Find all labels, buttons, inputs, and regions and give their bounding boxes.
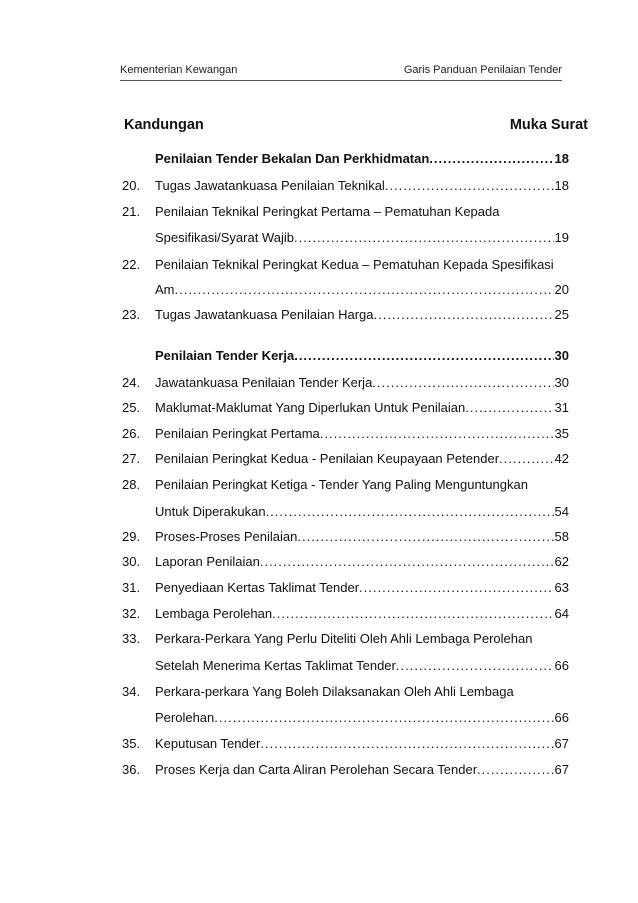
toc-entry-body [155,757,569,783]
toc-entry-body [155,370,569,396]
toc-entry [0,146,638,172]
toc-entry [0,679,638,705]
toc-page-number: 19 [554,230,569,245]
toc-entry [0,252,638,278]
dot-leader [385,173,554,199]
toc-entry-title: Penyediaan Kertas Taklimat Tender [155,580,360,595]
toc-entry-body [155,626,569,652]
page-number-heading: Muka Surat [509,117,588,133]
dot-leader [499,446,554,472]
toc-entry-number: 27. [122,451,141,466]
header-ministry: Kementerian Kewangan [120,64,238,76]
toc-page-number: 58 [554,529,569,544]
toc-entry-title: Proses Kerja dan Carta Aliran Perolehan Secara Tender [155,762,478,777]
toc-entry-number: 21. [122,204,141,219]
toc-page-number: 20 [554,282,569,297]
toc-entry-title: Penilaian Tender Kerja [155,348,295,363]
dot-leader [260,731,553,757]
toc-entry [0,653,638,679]
toc-entry-body [155,549,569,575]
toc-entry-title: Penilaian Peringkat Kedua - Penilaian Keupayaan Petender [155,451,500,466]
toc-entry-title: Laporan Penilaian [155,554,260,569]
toc-page-number: 25 [554,307,569,322]
toc-entry [0,277,638,303]
toc-entry-number: 29. [122,529,141,544]
dot-leader [396,653,554,679]
toc-entry-body [155,173,569,199]
toc-entry-title: Penilaian Peringkat Ketiga - Tender Yang Paling Menguntungkan [155,477,528,492]
toc-entry-title: Penilaian Teknikal Peringkat Kedua – Pematuhan Kepada Spesifikasi [155,257,554,272]
toc-entry [0,757,638,783]
toc-entry [0,524,638,550]
dot-leader [465,395,553,421]
toc-entry [0,601,638,627]
toc-entry-title: Perolehan [155,710,215,725]
toc-page-number: 42 [554,451,569,466]
toc-entry [0,549,638,575]
dot-leader [260,549,554,575]
toc-page-number: 67 [554,736,569,751]
toc-entry-title: Untuk Diperakukan [155,504,266,519]
toc-entry-number: 35. [122,736,141,751]
dot-leader [175,277,554,303]
toc-entry-number: 25. [122,400,141,415]
toc-entry-title: Perkara-Perkara Yang Perlu Diteliti Oleh Ahli Lembaga Perolehan [155,631,533,646]
toc-entry-title: Setelah Menerima Kertas Taklimat Tender [155,658,396,673]
dot-leader [320,421,554,447]
toc-entry-body [155,472,569,498]
toc-entry-number: 23. [122,307,141,322]
dot-leader [477,757,553,783]
toc-entry [0,225,638,251]
toc-entry-body [155,421,569,447]
dot-leader [272,601,553,627]
toc-entry-body [155,446,569,472]
toc-page-number: 54 [554,504,569,519]
toc-entry-body [155,302,569,328]
toc-entry-number: 26. [122,426,141,441]
toc-entry-number: 22. [122,257,141,272]
toc-entry [0,199,638,225]
dot-leader [294,225,554,251]
toc-page-number: 35 [554,426,569,441]
toc-entry-title: Tugas Jawatankuasa Penilaian Teknikal [155,178,385,193]
header-divider [120,80,562,81]
toc-entry-title: Penilaian Tender Bekalan Dan Perkhidmatan [155,151,430,166]
toc-entry-title: Tugas Jawatankuasa Penilaian Harga [155,307,374,322]
toc-entry-body [155,653,569,679]
toc-section-heading [155,146,569,172]
toc-entry-body [155,395,569,421]
toc-page-number: 66 [554,710,569,725]
toc-entry [0,472,638,498]
toc-entry-body [155,225,569,251]
toc-entry-title: Am [155,282,175,297]
toc-entry-number: 32. [122,606,141,621]
toc-entry [0,575,638,601]
toc-entry-body [155,499,569,525]
toc-entry [0,421,638,447]
toc-entry [0,446,638,472]
toc-page-number: 18 [554,178,569,193]
toc-entry-number: 36. [122,762,141,777]
toc-page-number: 63 [554,580,569,595]
dot-leader [266,499,554,525]
dot-leader [359,575,553,601]
toc-entry [0,705,638,731]
toc-entry-number: 24. [122,375,141,390]
toc-entry-title: Perkara-perkara Yang Boleh Dilaksanakan Oleh Ahli Lembaga [155,684,514,699]
toc-entry-body [155,705,569,731]
header-document-title: Garis Panduan Penilaian Tender [403,64,562,76]
toc-entry-number: 28. [122,477,141,492]
toc-page-number: 30 [554,348,569,363]
toc-page-number: 31 [554,400,569,415]
toc-page-number: 67 [554,762,569,777]
toc-entry-title: Lembaga Perolehan [155,606,273,621]
toc-page-number: 62 [554,554,569,569]
toc-entry-title: Penilaian Peringkat Pertama [155,426,320,441]
dot-leader [297,524,553,550]
dot-leader [214,705,553,731]
toc-entry-body [155,575,569,601]
toc-entry-body [155,252,569,278]
toc-entry-title: Proses-Proses Penilaian [155,529,298,544]
toc-entry-title: Jawatankuasa Penilaian Tender Kerja [155,375,373,390]
toc-entry-number: 33. [122,631,141,646]
toc-entry [0,395,638,421]
toc-page-number: 18 [554,151,569,166]
toc-entry-number: 34. [122,684,141,699]
toc-entry-number: 30. [122,554,141,569]
toc-entry-body [155,524,569,550]
toc-entry-body [155,277,569,303]
toc-entry [0,499,638,525]
contents-heading: Kandungan [124,117,204,133]
toc-entry-body [155,679,569,705]
toc-entry-number: 20. [122,178,141,193]
toc-entry-title: Keputusan Tender [155,736,261,751]
dot-leader [374,302,554,328]
toc-entry-title: Penilaian Teknikal Peringkat Pertama – Pematuhan Kepada [155,204,500,219]
toc-entry [0,731,638,757]
toc-entry [0,302,638,328]
toc-entry-title: Maklumat-Maklumat Yang Diperlukan Untuk Penilaian [155,400,466,415]
toc-entry-title: Spesifikasi/Syarat Wajib [155,230,294,245]
dot-leader [372,370,553,396]
dot-leader [429,146,553,172]
toc-entry-body [155,731,569,757]
toc-section-heading [155,343,569,369]
toc-page-number: 64 [554,606,569,621]
toc-entry [0,173,638,199]
toc-entry-number: 31. [122,580,141,595]
dot-leader [294,343,553,369]
toc-page-number: 30 [554,375,569,390]
toc-page-number: 66 [554,658,569,673]
toc-entry-body [155,199,569,225]
toc-entry [0,370,638,396]
toc-entry [0,626,638,652]
toc-entry-body [155,601,569,627]
toc-entry [0,343,638,369]
